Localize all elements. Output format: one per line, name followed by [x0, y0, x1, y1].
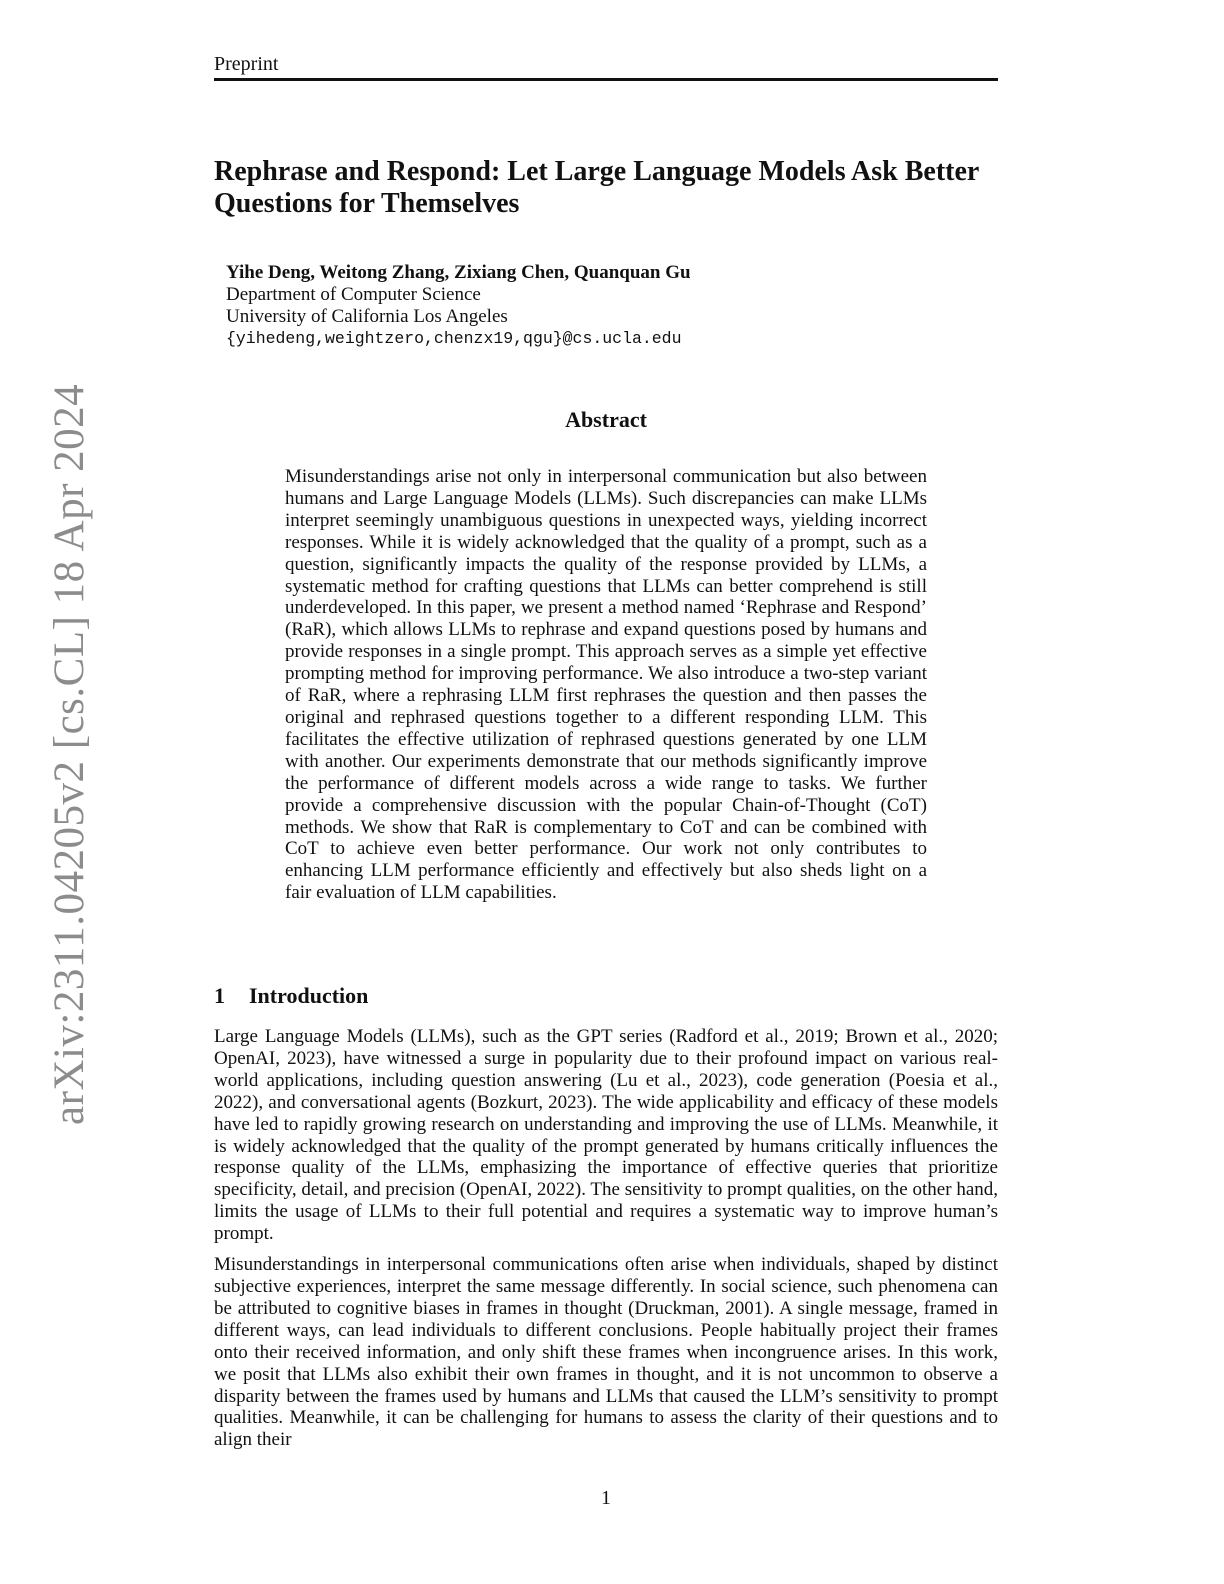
running-header: [214, 52, 998, 81]
header-rule: [214, 78, 998, 81]
abstract-body: Misunderstandings arise not only in interpersonal communication but also between humans and Large Language Models (LLMs). Such discrepancies can make LLMs interpret seemingly unambiguous questions in unexpected ways, yielding incorrect responses. While it is widely acknowledged that the quality of a prompt, such as a question, significantly impacts the quality of the response provided by LLMs, a systematic method for crafting questions that LLMs can better comprehend is still underdeveloped. In this paper, we present a method named ‘Rephrase and Respond’ (RaR), which allows LLMs to rephrase and expand questions posed by humans and provide responses in a single prompt. This approach serves as a simple yet effective prompting method for improving performance. We also introduce a two-step variant of RaR, where a rephrasing LLM first rephrases the question and then passes the original and rephrased questions together to a different responding LLM. This facilitates the effective utilization of rephrased questions generated by one LLM with another. Our experiments demonstrate that our methods significantly improve the performance of different models across a wide range to tasks. We further provide a comprehensive discussion with the popular Chain-of-Thought (CoT) methods. We show that RaR is complementary to CoT and can be combined with CoT to achieve even better performance. Our work not only contributes to enhancing LLM performance efficiently and effectively but also sheds light on a fair evaluation of LLM capabilities.: [285, 466, 927, 904]
author-names: Yihe Deng, Weitong Zhang, Zixiang Chen, Quanquan Gu: [226, 262, 691, 283]
paper-title: Rephrase and Respond: Let Large Language Models Ask Better Questions for Themselves: [214, 156, 979, 219]
introduction-body: [214, 1026, 998, 1460]
intro-paragraph-2: Misunderstandings in interpersonal communications often arise when individuals, shaped by distinct subjective experiences, interpret the same message differently. In social science, such phenomena can be attributed to cognitive biases in frames in thought (Druckman, 2001). A single message, framed in different ways, can lead individuals to different conclusions. People habitually project their frames onto their received information, and only shift these frames when incongruence arises. In this work, we posit that LLMs also exhibit their own frames in thought, and it is not uncommon to observe a disparity between the frames used by humans and LLMs that caused the LLM’s sensitivity to prompt qualities. Meanwhile, it can be challenging for humans to assess the clarity of their questions and to align their: [214, 1254, 998, 1451]
author-emails: {yihedeng,weightzero,chenzx19,qgu}@cs.ucla.edu: [226, 329, 682, 348]
abstract-heading: Abstract: [565, 407, 647, 432]
section-heading-introduction: [214, 982, 998, 1010]
section-number: 1: [214, 983, 225, 1008]
affiliation-university: University of California Los Angeles: [226, 306, 508, 327]
section-title: Introduction: [249, 983, 369, 1008]
affiliation-department: Department of Computer Science: [226, 284, 481, 305]
author-block: [226, 262, 926, 350]
running-head-text: Preprint: [214, 53, 279, 75]
intro-paragraph-1: Large Language Models (LLMs), such as the GPT series (Radford et al., 2019; Brown et al., 2020; OpenAI, 2023), have witnessed a surge in popularity due to their profound impact on various real-world applications, including question answering (Lu et al., 2023), code generation (Poesia et al., 2022), and conversational agents (Bozkurt, 2023). The wide applicability and efficacy of these models have led to rapidly growing research on understanding and improving the use of LLMs. Meanwhile, it is widely acknowledged that the quality of the prompt generated by humans critically influences the response quality of the LLMs, emphasizing the importance of effective queries that prioritize specificity, detail, and precision (OpenAI, 2022). The sensitivity to prompt qualities, on the other hand, limits the usage of LLMs to their full potential and requires a systematic way to improve human’s prompt.: [214, 1026, 998, 1245]
page-number: 1: [601, 1487, 611, 1509]
arxiv-side-stamp: arXiv:2311.04205v2 [cs.CL] 18 Apr 2024: [46, 383, 93, 1125]
